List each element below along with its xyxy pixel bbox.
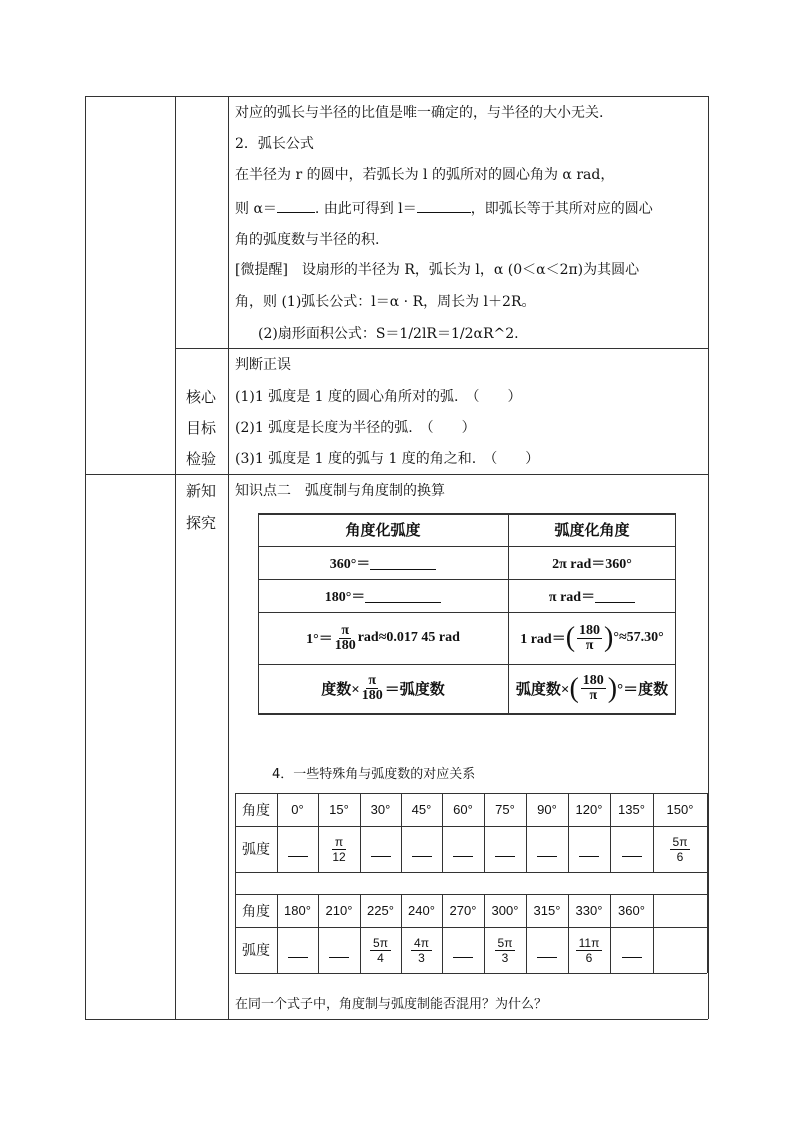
check-label-2: 目标 bbox=[186, 419, 217, 437]
ct-r2-right bbox=[508, 579, 676, 612]
angle-cell: 75° bbox=[495, 802, 515, 817]
grid-hline-2 bbox=[235, 872, 707, 873]
ct-r2-right-text: π rad＝ bbox=[548, 589, 596, 605]
grid-hline-5 bbox=[235, 973, 707, 974]
angle-cell: 180° bbox=[284, 903, 311, 918]
ct-r3-right bbox=[508, 612, 676, 664]
angle-cell: 120° bbox=[575, 802, 603, 817]
column-divider-2 bbox=[228, 96, 229, 1019]
radian-cell bbox=[526, 826, 568, 872]
conversion-table bbox=[258, 513, 676, 715]
fraction-numerator: 5π bbox=[670, 835, 691, 850]
ct-r1-blank[interactable] bbox=[370, 555, 436, 570]
frac-num: π bbox=[368, 673, 377, 688]
angle-cell: 300° bbox=[491, 903, 519, 918]
tip-line-2: 角，则 (1)弧长公式：l＝α · R，周长为 l＋2R。 bbox=[235, 294, 536, 310]
ct-r1-right: 2π rad＝360° bbox=[552, 556, 632, 572]
frac-den: 180 bbox=[334, 637, 356, 653]
ct-r4-left bbox=[258, 664, 508, 713]
fraction-numerator: π bbox=[332, 835, 346, 850]
angle-cell: 210° bbox=[325, 903, 353, 918]
arc-line-4b: . 由此可得到 l＝ bbox=[314, 201, 417, 217]
fraction-denominator: 12 bbox=[332, 849, 346, 864]
ct-r1-left-text: 360°＝ bbox=[329, 556, 371, 572]
answer-blank[interactable] bbox=[622, 856, 642, 857]
fraction-numerator: 5π bbox=[495, 936, 516, 951]
angle-cell: 150° bbox=[666, 802, 694, 817]
radian-fraction bbox=[495, 936, 516, 965]
alpha-blank[interactable] bbox=[277, 198, 315, 213]
radian-cell bbox=[277, 826, 318, 872]
radian-cell bbox=[568, 927, 610, 973]
ct-r4-fraction bbox=[362, 674, 383, 703]
answer-blank[interactable] bbox=[453, 957, 473, 958]
angle-cell: 315° bbox=[533, 903, 561, 918]
angle-cell: 330° bbox=[575, 903, 603, 918]
angle-cell bbox=[653, 894, 707, 927]
arc-line-1: 对应的弧长与半径的比值是唯一确定的，与半径的大小无关. bbox=[235, 105, 604, 121]
new-label-2: 探究 bbox=[186, 514, 217, 532]
answer-blank[interactable] bbox=[288, 957, 308, 958]
check-label-3: 检验 bbox=[186, 450, 217, 468]
answer-blank[interactable] bbox=[371, 856, 391, 857]
radian-cell bbox=[653, 927, 707, 973]
special-angles-title: 4．一些特殊角与弧度数的对应关系 bbox=[272, 767, 476, 782]
check-label-1: 核心 bbox=[186, 388, 217, 406]
frame-bottom bbox=[85, 1019, 708, 1020]
angle-row-label-2: 角度 bbox=[242, 902, 270, 919]
fraction-denominator: 3 bbox=[418, 950, 425, 965]
fraction-denominator: 6 bbox=[676, 849, 684, 864]
check-item-1: (1)1 弧度是 1 度的圆心角所对的弧. （ ） bbox=[235, 389, 522, 405]
arc-line-4c: ，即弧长等于其所对应的圆心 bbox=[470, 201, 653, 217]
ct-r4-right bbox=[508, 664, 676, 713]
answer-blank[interactable] bbox=[412, 856, 432, 857]
tip-line-1: [微提醒] 设扇形的半径为 R，弧长为 l，α (0＜α＜2π)为其圆心 bbox=[235, 262, 640, 278]
fraction-denominator: 4 bbox=[377, 950, 384, 965]
angle-cell: 270° bbox=[449, 903, 477, 918]
ct-r4-right-fraction bbox=[581, 674, 606, 703]
arc-formula-heading: 2．弧长公式 bbox=[235, 136, 314, 152]
radian-fraction bbox=[411, 936, 432, 965]
radian-cell bbox=[442, 826, 484, 872]
angle-cell: 360° bbox=[618, 903, 645, 918]
radian-cell bbox=[526, 927, 568, 973]
grid-vline-1-11 bbox=[707, 894, 708, 973]
mixing-question: 在同一个式子中，角度制与弧度制能否混用？为什么？ bbox=[235, 997, 548, 1012]
row-divider-2 bbox=[85, 474, 708, 475]
arc-line-4 bbox=[235, 198, 653, 219]
fraction-numerator: 11π bbox=[576, 936, 603, 951]
radian-row-label-2: 弧度 bbox=[242, 942, 270, 958]
radian-cell bbox=[484, 826, 526, 872]
ct-r3-left bbox=[258, 612, 508, 664]
left-paren-icon: ( bbox=[569, 672, 579, 704]
right-paren-icon: ) bbox=[604, 622, 614, 653]
l-blank[interactable] bbox=[417, 198, 471, 213]
answer-blank[interactable] bbox=[288, 856, 308, 857]
ct-r4-left-a: 度数× bbox=[321, 682, 360, 698]
arc-line-5: 角的弧度数与半径的积. bbox=[235, 232, 380, 248]
check-title: 判断正误 bbox=[235, 357, 291, 373]
frac-den: 180 bbox=[361, 688, 383, 703]
frame-left bbox=[85, 96, 86, 1019]
radian-cell bbox=[401, 927, 442, 973]
check-item-2: (2)1 弧度是长度为半径的弧. （ ） bbox=[235, 420, 476, 436]
angle-cell: 240° bbox=[408, 903, 435, 918]
angle-cell: 30° bbox=[370, 802, 391, 817]
new-label-1: 新知 bbox=[186, 482, 217, 500]
radian-cell bbox=[568, 826, 610, 872]
answer-blank[interactable] bbox=[579, 856, 599, 857]
angle-cell: 0° bbox=[291, 802, 304, 817]
fraction-denominator: 3 bbox=[501, 950, 509, 965]
angle-cell: 45° bbox=[411, 802, 432, 817]
radian-cell bbox=[610, 826, 653, 872]
frac-den: π bbox=[589, 688, 598, 703]
left-paren-icon: ( bbox=[565, 622, 576, 653]
angle-row-label-1: 角度 bbox=[242, 801, 270, 818]
ct-r3-left-a: 1°＝ bbox=[306, 632, 333, 647]
frac-num: 180 bbox=[579, 622, 601, 638]
check-item-3: (3)1 弧度是 1 度的弧与 1 度的角之和. （ ） bbox=[235, 451, 540, 467]
frame-right bbox=[708, 96, 709, 1019]
radian-cell bbox=[360, 927, 401, 973]
ct-r2-left-text: 180°＝ bbox=[324, 589, 366, 605]
ct-r2-blank[interactable] bbox=[365, 588, 441, 603]
ct-r3-right-b: °≈57.30° bbox=[613, 630, 664, 645]
ct-r4-right-a: 弧度数× bbox=[515, 682, 570, 698]
ct-r3-right-a: 1 rad＝ bbox=[520, 632, 566, 647]
arc-line-4a: 则 α＝ bbox=[235, 201, 277, 217]
answer-blank[interactable] bbox=[537, 957, 557, 958]
radian-fraction bbox=[370, 936, 391, 965]
radian-fraction bbox=[332, 835, 346, 864]
angle-cell: 60° bbox=[453, 802, 473, 817]
fraction-numerator: 5π bbox=[370, 936, 391, 951]
grid-spacer-border-1 bbox=[707, 872, 708, 894]
angle-cell: 15° bbox=[329, 802, 349, 817]
ct-header-left: 角度化弧度 bbox=[345, 523, 421, 539]
arc-line-3: 在半径为 r 的圆中，若弧长为 l 的弧所对的圆心角为 α rad， bbox=[235, 167, 615, 183]
ct-r3-right-fraction bbox=[577, 624, 602, 653]
radian-cell bbox=[360, 826, 401, 872]
radian-cell bbox=[610, 927, 653, 973]
column-divider-1 bbox=[175, 96, 176, 1019]
ct-r3-fraction bbox=[335, 624, 356, 653]
ct-r2-right-blank[interactable] bbox=[595, 588, 635, 603]
angle-cell: 225° bbox=[367, 903, 394, 918]
fraction-denominator: 6 bbox=[585, 950, 593, 965]
angle-cell: 90° bbox=[537, 802, 557, 817]
ct-r4-right-b: °＝度数 bbox=[617, 682, 669, 698]
ct-r4-left-b: ＝弧度数 bbox=[384, 682, 445, 698]
radian-cell bbox=[277, 927, 318, 973]
frac-den: π bbox=[585, 637, 594, 653]
grid-vline-0-11 bbox=[707, 793, 708, 872]
answer-blank[interactable] bbox=[453, 856, 473, 857]
ct-r2-left bbox=[258, 579, 508, 612]
radian-fraction bbox=[670, 835, 691, 864]
frac-num: 180 bbox=[582, 673, 604, 688]
answer-blank[interactable] bbox=[537, 856, 557, 857]
tip-line-3: (2)扇形面积公式：S＝1/2lR＝1/2αR^2. bbox=[258, 326, 519, 342]
ct-r1-left bbox=[258, 546, 508, 579]
row-divider-1 bbox=[175, 348, 708, 349]
ct-line-bottom bbox=[258, 713, 676, 715]
radian-cell bbox=[318, 927, 360, 973]
answer-blank[interactable] bbox=[329, 957, 349, 958]
ct-header-right: 弧度化角度 bbox=[554, 523, 630, 539]
frac-num: π bbox=[341, 622, 350, 638]
fraction-numerator: 4π bbox=[411, 936, 432, 951]
special-angle-table bbox=[235, 793, 708, 973]
knowledge-title: 知识点二 弧度制与角度制的换算 bbox=[235, 483, 445, 499]
radian-fraction bbox=[576, 936, 603, 965]
answer-blank[interactable] bbox=[495, 856, 515, 857]
radian-cell bbox=[401, 826, 442, 872]
radian-row-label-1: 弧度 bbox=[242, 841, 270, 857]
radian-cell bbox=[484, 927, 526, 973]
answer-blank[interactable] bbox=[622, 957, 642, 958]
radian-cell bbox=[318, 826, 360, 872]
radian-cell bbox=[653, 826, 707, 872]
radian-cell bbox=[442, 927, 484, 973]
angle-cell: 135° bbox=[618, 802, 645, 817]
ct-r3-left-b: rad≈0.017 45 rad bbox=[357, 630, 460, 645]
frame-top bbox=[85, 96, 708, 97]
grid-spacer-border-0 bbox=[235, 872, 236, 894]
right-paren-icon: ) bbox=[607, 672, 618, 704]
